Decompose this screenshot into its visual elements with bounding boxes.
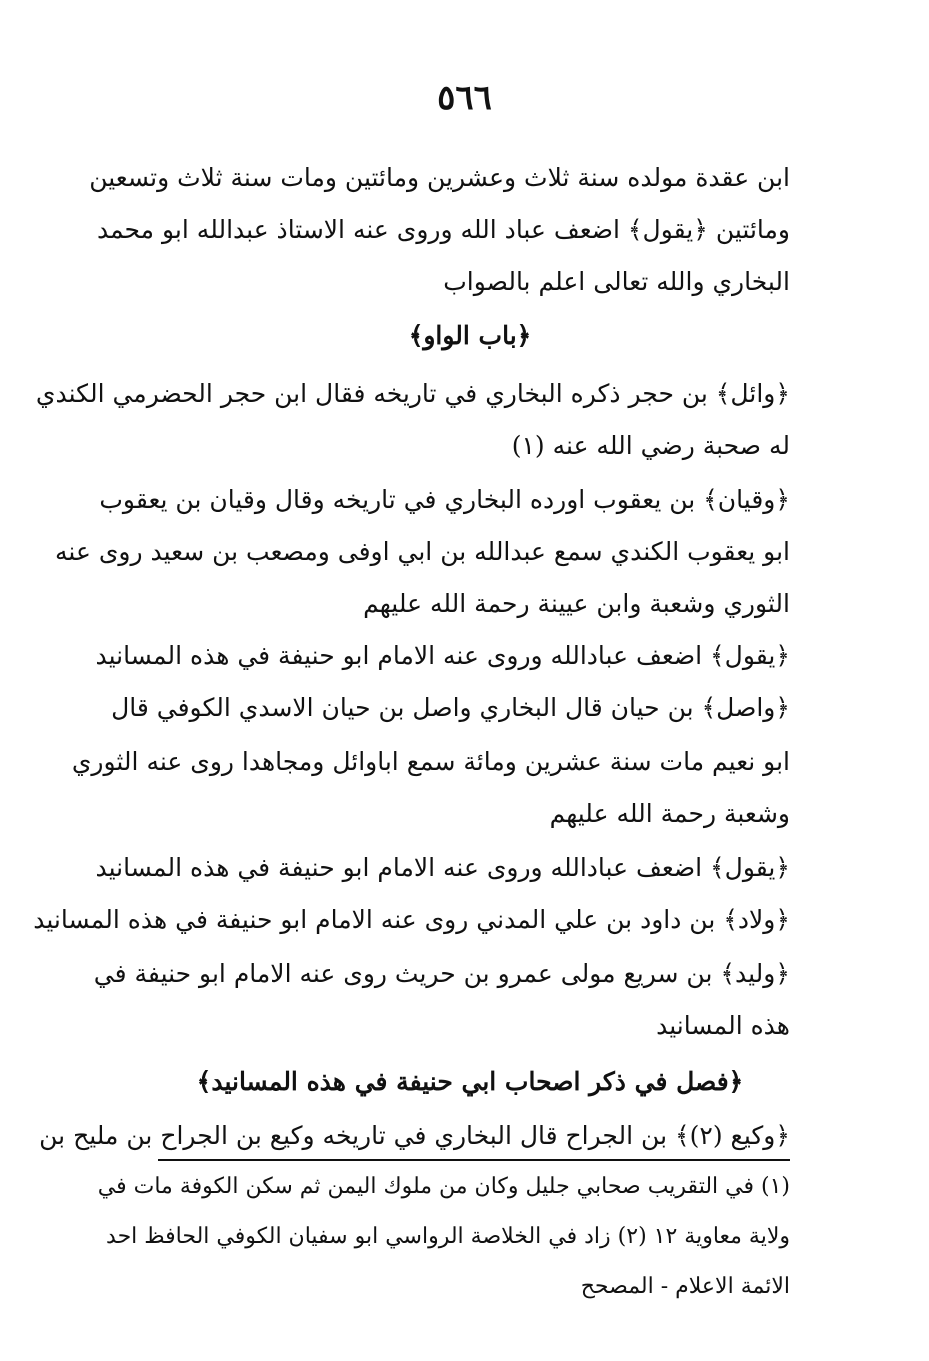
text-line: ﴿يقول﴾ اضعف عبادالله وروى عنه الامام ابو حنيفة في هذه المسانيد — [95, 853, 790, 882]
text-line: ومائتين ﴿يقول﴾ اضعف عباد الله وروى عنه الاستاذ عبدالله ابو محمد — [96, 215, 790, 244]
text-line: له صحبة رضي الله عنه (١) — [511, 431, 790, 460]
text-line: البخاري والله تعالى اعلم بالصواب — [443, 267, 790, 296]
text-line: ابن عقدة مولده سنة ثلاث وعشرين ومائتين ومات سنة ثلاث وتسعين — [89, 163, 790, 192]
footnote-line: ولاية معاوية ١٢ (٢) زاد في الخلاصة الرواسي ابو سفيان الكوفي الحافظ احد — [106, 1224, 790, 1249]
text-line: ﴿واصل﴾ بن حيان قال البخاري واصل بن حيان الاسدي الكوفي قال — [111, 693, 790, 722]
text-line: ﴿ولاد﴾ بن داود بن علي المدني روى عنه الامام ابو حنيفة في هذه المسانيد — [33, 905, 790, 934]
text-line: هذه المسانيد — [656, 1011, 790, 1040]
text-line: ابو يعقوب الكندي سمع عبدالله بن ابي اوفى ومصعب بن سعيد روى عنه — [55, 537, 790, 566]
page-number: ٥٦٦ — [437, 78, 492, 118]
footnote-line: الائمة الاعلام - المصحح — [580, 1274, 790, 1299]
section-heading: ﴿فصل في ذكر اصحاب ابي حنيفة في هذه المسانيد﴾ — [196, 1067, 744, 1096]
text-line: ابو نعيم مات سنة عشرين ومائة سمع اباوائل ومجاهدا روى عنه الثوري — [71, 747, 790, 776]
text-line: ﴿وكيع (٢)﴾ بن الجراح قال البخاري في تاريخه وكيع بن الجراح بن مليح بن — [39, 1121, 790, 1150]
text-line: ﴿وقيان﴾ بن يعقوب اورده البخاري في تاريخه وقال وقيان بن يعقوب — [99, 485, 790, 514]
footnote-divider — [158, 1159, 790, 1161]
text-line: الثوري وشعبة وابن عيينة رحمة الله عليهم — [363, 589, 790, 618]
footnote-line: (١) في التقريب صحابي جليل وكان من ملوك اليمن ثم سكن الكوفة مات في — [97, 1174, 790, 1199]
section-heading: ﴿باب الواو﴾ — [408, 321, 532, 350]
text-line: ﴿وليد﴾ بن سريع مولى عمرو بن حريث روى عنه الامام ابو حنيفة في — [93, 959, 790, 988]
text-line: ﴿وائل﴾ بن حجر ذكره البخاري في تاريخه فقال ابن حجر الحضرمي الكندي — [35, 379, 790, 408]
text-line: وشعبة رحمة الله عليهم — [549, 799, 790, 828]
text-line: ﴿يقول﴾ اضعف عبادالله وروى عنه الامام ابو حنيفة في هذه المسانيد — [95, 641, 790, 670]
